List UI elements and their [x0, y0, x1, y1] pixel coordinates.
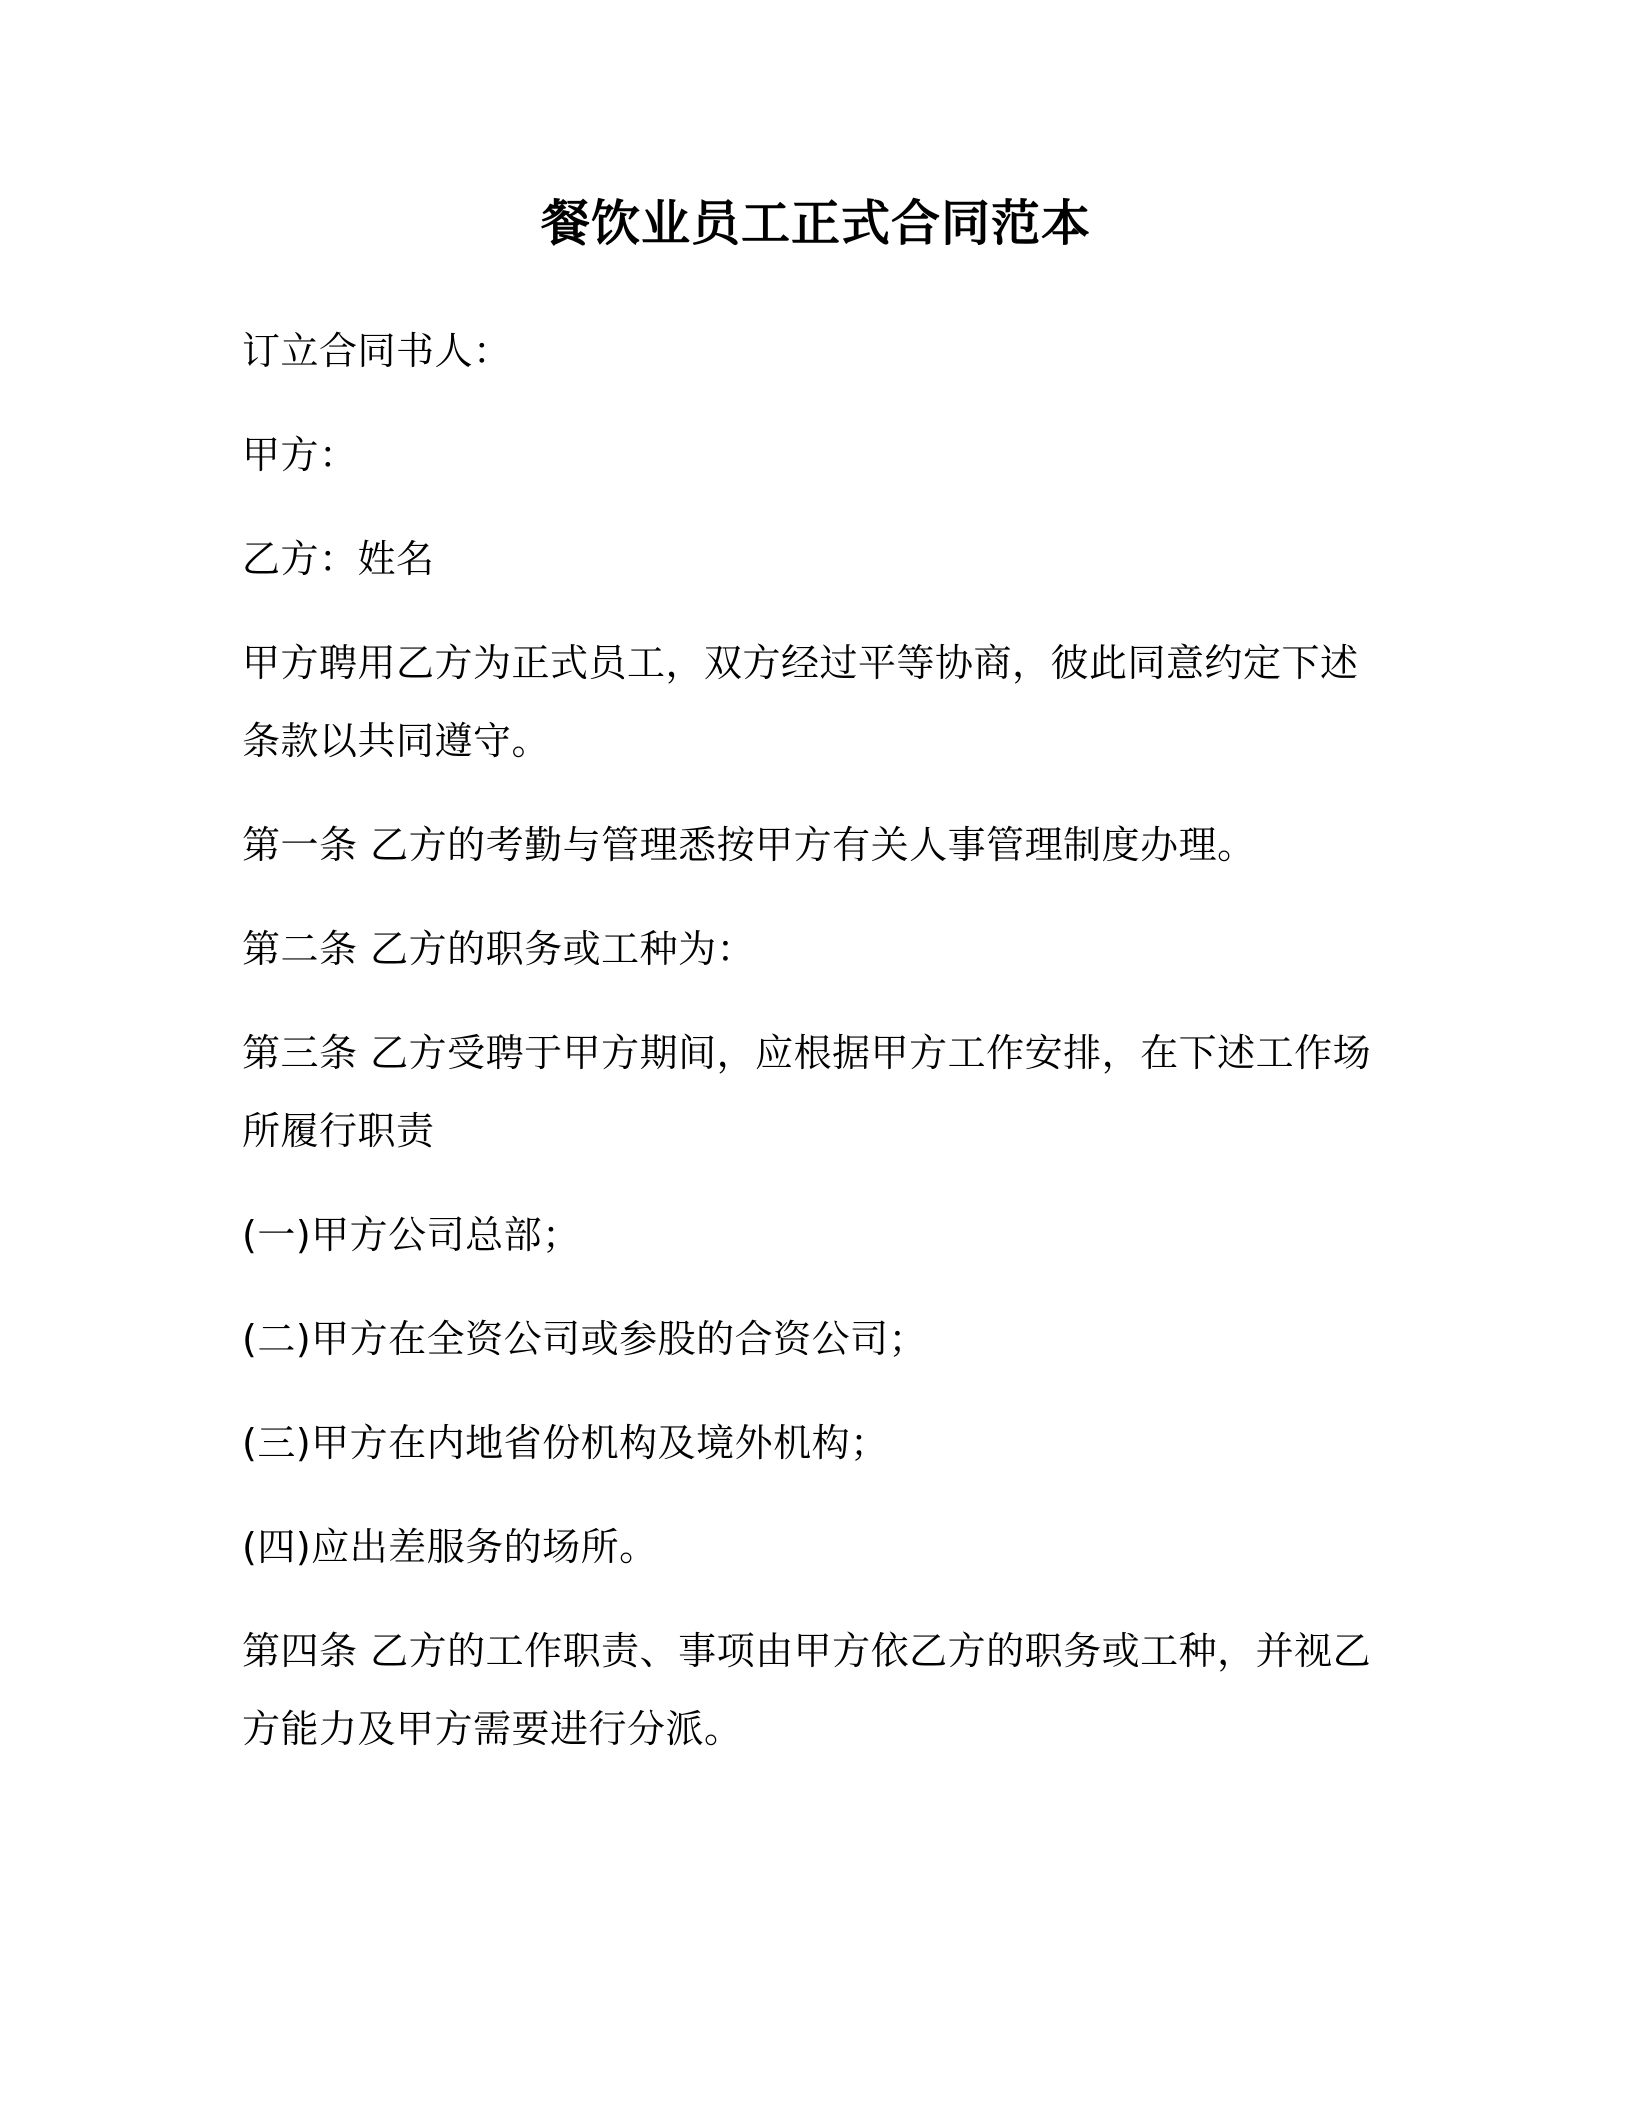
workplace-item-2: (二)甲方在全资公司或参股的合资公司；	[242, 1317, 928, 1361]
party-b-line: 乙方：姓名	[242, 537, 435, 581]
article-1: 第一条 乙方的考勤与管理悉按甲方有关人事管理制度办理。	[242, 823, 1256, 867]
document-title: 餐饮业员工正式合同范本	[540, 195, 1091, 252]
workplace-item-1: (一)甲方公司总部；	[242, 1213, 581, 1257]
article-2: 第二条 乙方的职务或工种为：	[242, 927, 756, 971]
document-body	[242, 312, 1402, 1768]
article-4: 第四条 乙方的工作职责、事项由甲方依乙方的职务或工种，并视乙方能力及甲方需要进行分派。	[242, 1629, 1372, 1751]
workplace-item-4: (四)应出差服务的场所。	[242, 1525, 658, 1569]
party-a-line: 甲方：	[242, 433, 358, 477]
article-3: 第三条 乙方受聘于甲方期间，应根据甲方工作安排，在下述工作场所履行职责	[242, 1031, 1372, 1153]
contract-parties-heading: 订立合同书人：	[242, 329, 512, 373]
workplace-item-3: (三)甲方在内地省份机构及境外机构；	[242, 1421, 889, 1465]
employment-intro-paragraph: 甲方聘用乙方为正式员工，双方经过平等协商，彼此同意约定下述条款以共同遵守。	[242, 641, 1359, 763]
